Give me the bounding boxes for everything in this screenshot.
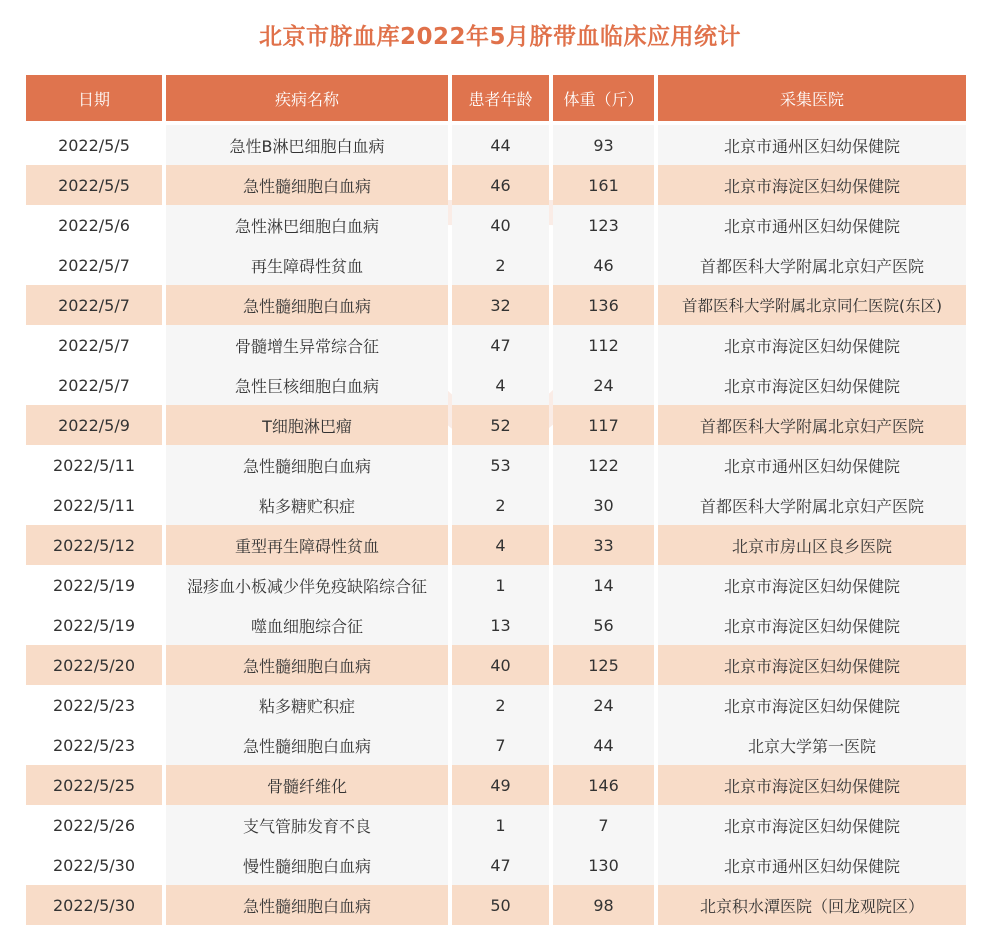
date-cell: 2022/5/5 xyxy=(26,125,162,165)
disease-cell: 急性髓细胞白血病 xyxy=(166,725,448,765)
disease-cell: T细胞淋巴瘤 xyxy=(166,405,448,445)
hospital-cell: 北京大学第一医院 xyxy=(658,725,966,765)
disease-cell: 慢性髓细胞白血病 xyxy=(166,845,448,885)
age-cell: 13 xyxy=(452,605,549,645)
disease-cell: 粘多糖贮积症 xyxy=(166,685,448,725)
age-cell: 4 xyxy=(452,525,549,565)
table-row xyxy=(26,725,974,765)
table-row xyxy=(26,125,974,165)
weight-cell: 56 xyxy=(553,605,654,645)
age-cell: 2 xyxy=(452,685,549,725)
table-row xyxy=(26,485,974,525)
hospital-cell: 北京市通州区妇幼保健院 xyxy=(658,205,966,245)
weight-cell: 136 xyxy=(553,285,654,325)
weight-cell: 93 xyxy=(553,125,654,165)
table-row xyxy=(26,565,974,605)
date-cell: 2022/5/20 xyxy=(26,645,162,685)
age-cell: 7 xyxy=(452,725,549,765)
weight-cell: 33 xyxy=(553,525,654,565)
age-cell: 50 xyxy=(452,885,549,925)
disease-cell: 急性髓细胞白血病 xyxy=(166,165,448,205)
date-cell: 2022/5/11 xyxy=(26,485,162,525)
age-cell: 46 xyxy=(452,165,549,205)
weight-cell: 125 xyxy=(553,645,654,685)
date-cell: 2022/5/6 xyxy=(26,205,162,245)
date-cell: 2022/5/5 xyxy=(26,165,162,205)
hospital-cell: 北京市海淀区妇幼保健院 xyxy=(658,805,966,845)
hospital-cell: 首都医科大学附属北京同仁医院(东区) xyxy=(658,285,966,325)
hospital-cell: 北京市通州区妇幼保健院 xyxy=(658,845,966,885)
hospital-cell: 北京市海淀区妇幼保健院 xyxy=(658,645,966,685)
table-row xyxy=(26,685,974,725)
disease-cell: 重型再生障碍性贫血 xyxy=(166,525,448,565)
age-cell: 2 xyxy=(452,485,549,525)
weight-cell: 98 xyxy=(553,885,654,925)
hospital-cell: 首都医科大学附属北京妇产医院 xyxy=(658,485,966,525)
table-row xyxy=(26,525,974,565)
date-cell: 2022/5/19 xyxy=(26,565,162,605)
age-cell: 32 xyxy=(452,285,549,325)
table-row xyxy=(26,605,974,645)
disease-cell: 急性髓细胞白血病 xyxy=(166,885,448,925)
disease-cell: 粘多糖贮积症 xyxy=(166,485,448,525)
table-row xyxy=(26,805,974,845)
hospital-cell: 北京市海淀区妇幼保健院 xyxy=(658,165,966,205)
date-cell: 2022/5/19 xyxy=(26,605,162,645)
table-row xyxy=(26,325,974,365)
age-cell: 47 xyxy=(452,845,549,885)
table-row xyxy=(26,885,974,925)
hospital-cell: 北京市海淀区妇幼保健院 xyxy=(658,765,966,805)
date-cell: 2022/5/23 xyxy=(26,725,162,765)
hospital-cell: 北京市海淀区妇幼保健院 xyxy=(658,685,966,725)
date-cell: 2022/5/7 xyxy=(26,245,162,285)
table-row xyxy=(26,445,974,485)
statistics-table xyxy=(26,75,974,925)
disease-cell: 骨髓增生异常综合征 xyxy=(166,325,448,365)
disease-cell: 急性淋巴细胞白血病 xyxy=(166,205,448,245)
age-cell: 53 xyxy=(452,445,549,485)
weight-cell: 30 xyxy=(553,485,654,525)
disease-cell: 急性巨核细胞白血病 xyxy=(166,365,448,405)
age-cell: 40 xyxy=(452,205,549,245)
weight-cell: 24 xyxy=(553,685,654,725)
table-row xyxy=(26,245,974,285)
age-cell: 52 xyxy=(452,405,549,445)
table-row xyxy=(26,365,974,405)
weight-cell: 24 xyxy=(553,365,654,405)
hospital-cell: 北京市海淀区妇幼保健院 xyxy=(658,565,966,605)
date-cell: 2022/5/30 xyxy=(26,845,162,885)
disease-cell: 再生障碍性贫血 xyxy=(166,245,448,285)
weight-cell: 117 xyxy=(553,405,654,445)
table-row xyxy=(26,845,974,885)
date-cell: 2022/5/26 xyxy=(26,805,162,845)
hospital-cell: 北京市房山区良乡医院 xyxy=(658,525,966,565)
page-title: 北京市脐血库2022年5月脐带血临床应用统计 xyxy=(258,24,742,50)
table-row xyxy=(26,645,974,685)
weight-cell: 112 xyxy=(553,325,654,365)
table-body xyxy=(26,125,974,925)
age-cell: 44 xyxy=(452,125,549,165)
weight-cell: 46 xyxy=(553,245,654,285)
hospital-cell: 首都医科大学附属北京妇产医院 xyxy=(658,245,966,285)
date-cell: 2022/5/23 xyxy=(26,685,162,725)
weight-cell: 123 xyxy=(553,205,654,245)
disease-cell: 骨髓纤维化 xyxy=(166,765,448,805)
header-disease: 疾病名称 xyxy=(166,75,448,121)
hospital-cell: 北京市通州区妇幼保健院 xyxy=(658,125,966,165)
weight-cell: 161 xyxy=(553,165,654,205)
date-cell: 2022/5/12 xyxy=(26,525,162,565)
table-row xyxy=(26,765,974,805)
weight-cell: 130 xyxy=(553,845,654,885)
weight-cell: 44 xyxy=(553,725,654,765)
disease-cell: 湿疹血小板减少伴免疫缺陷综合征 xyxy=(166,565,448,605)
age-cell: 47 xyxy=(452,325,549,365)
date-cell: 2022/5/7 xyxy=(26,365,162,405)
date-cell: 2022/5/7 xyxy=(26,285,162,325)
age-cell: 49 xyxy=(452,765,549,805)
hospital-cell: 北京市海淀区妇幼保健院 xyxy=(658,325,966,365)
disease-cell: 噬血细胞综合征 xyxy=(166,605,448,645)
header-date: 日期 xyxy=(26,75,162,121)
date-cell: 2022/5/30 xyxy=(26,885,162,925)
age-cell: 40 xyxy=(452,645,549,685)
header-weight: 体重（斤） xyxy=(553,75,654,121)
hospital-cell: 北京市海淀区妇幼保健院 xyxy=(658,365,966,405)
disease-cell: 急性B淋巴细胞白血病 xyxy=(166,125,448,165)
table-row xyxy=(26,405,974,445)
table-row xyxy=(26,205,974,245)
age-cell: 4 xyxy=(452,365,549,405)
disease-cell: 急性髓细胞白血病 xyxy=(166,285,448,325)
weight-cell: 14 xyxy=(553,565,654,605)
date-cell: 2022/5/7 xyxy=(26,325,162,365)
header-age: 患者年龄 xyxy=(452,75,549,121)
age-cell: 1 xyxy=(452,805,549,845)
date-cell: 2022/5/9 xyxy=(26,405,162,445)
weight-cell: 146 xyxy=(553,765,654,805)
hospital-cell: 北京市海淀区妇幼保健院 xyxy=(658,605,966,645)
hospital-cell: 北京积水潭医院（回龙观院区） xyxy=(658,885,966,925)
disease-cell: 支气管肺发育不良 xyxy=(166,805,448,845)
header-hospital: 采集医院 xyxy=(658,75,966,121)
weight-cell: 7 xyxy=(553,805,654,845)
date-cell: 2022/5/25 xyxy=(26,765,162,805)
age-cell: 1 xyxy=(452,565,549,605)
table-row xyxy=(26,285,974,325)
disease-cell: 急性髓细胞白血病 xyxy=(166,645,448,685)
hospital-cell: 首都医科大学附属北京妇产医院 xyxy=(658,405,966,445)
hospital-cell: 北京市通州区妇幼保健院 xyxy=(658,445,966,485)
table-row xyxy=(26,165,974,205)
weight-cell: 122 xyxy=(553,445,654,485)
age-cell: 2 xyxy=(452,245,549,285)
disease-cell: 急性髓细胞白血病 xyxy=(166,445,448,485)
date-cell: 2022/5/11 xyxy=(26,445,162,485)
table-header xyxy=(26,75,974,121)
